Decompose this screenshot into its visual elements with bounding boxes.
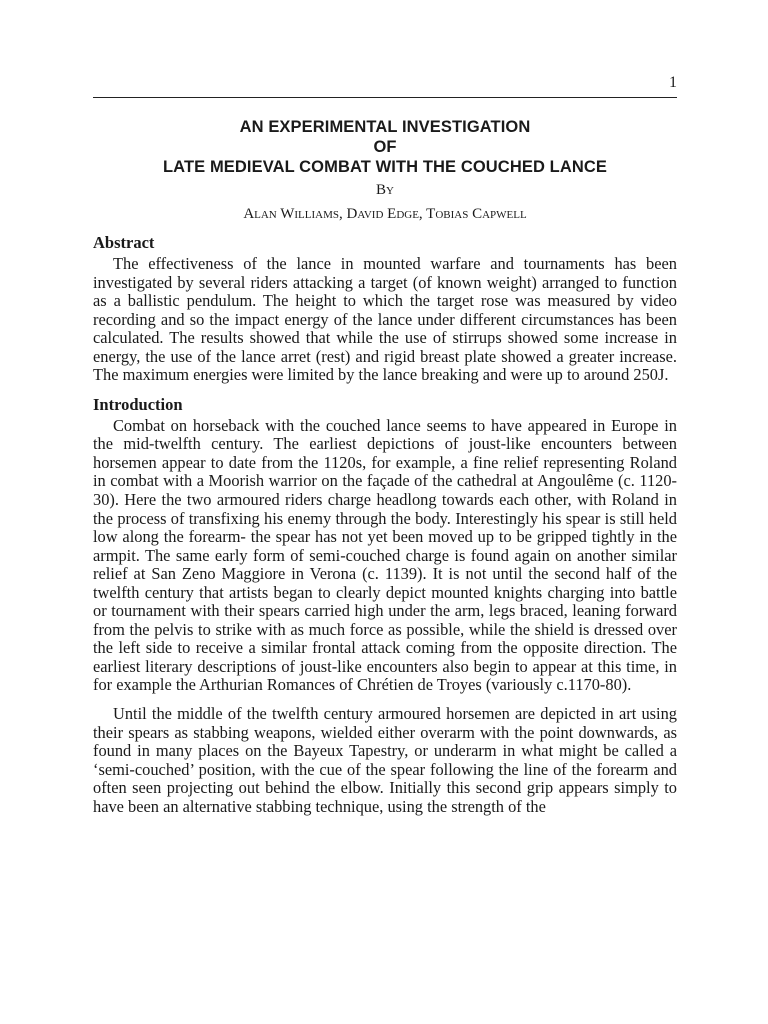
authors-line: Alan Williams, David Edge, Tobias Capwell xyxy=(243,206,527,222)
abstract-paragraph: The effectiveness of the lance in mounted warfare and tournaments has been investigated by several riders attacking a target (of known weight) arranged to function as a ballistic pendulum. The height to which the target rose was measured by video recording and so the impact energy of the lance under different circumstances has been calculated. The results showed that while the use of stirrups showed some increase in energy, the use of the lance arret (rest) and rigid breast plate showed a greater increase. The maximum energies were limited by the lance breaking and were up to around 250J. xyxy=(93,254,677,385)
title-line-2: OF xyxy=(373,138,397,156)
body-text xyxy=(93,233,677,816)
section-gap xyxy=(93,385,677,395)
introduction-heading: Introduction xyxy=(93,394,183,414)
title-block xyxy=(93,117,677,223)
title-line-3: LATE MEDIEVAL COMBAT WITH THE COUCHED LANCE xyxy=(163,158,607,176)
header-rule xyxy=(93,97,677,98)
page-number: 1 xyxy=(669,74,677,91)
title-line-1: AN EXPERIMENTAL INVESTIGATION xyxy=(239,118,531,136)
introduction-paragraph-1: Combat on horseback with the couched lance seems to have appeared in Europe in the mid-twelfth century. The earliest depictions of joust-like encounters between horsemen appear to date from the 1120s, for example, a fine relief representing Roland in combat with a Moorish warrior on the façade of the cathedral at Angoulême (c. 1120-30). Here the two armoured riders charge headlong towards each other, with Roland in the process of transfixing his enemy through the body. Interestingly his spear is still held low along the forearm- the spear has not yet been moved up to be gripped tightly in the armpit. The same early form of semi-couched charge is found again on another similar relief at San Zeno Maggiore in Verona (c. 1139). It is not until the second half of the twelfth century that artists began to clearly depict mounted knights charging into battle or tournament with their spears carried high under the arm, legs braced, leaning forward from the pelvis to strike with as much force as possible, while the shield is dressed over the left side to receive a similar frontal attack coming from the opposite direction. The earliest literary descriptions of joust-like encounters also begin to appear at this time, in for example the Arthurian Romances of Chrétien de Troyes (variously c.1170-80). xyxy=(93,415,677,695)
abstract-heading: Abstract xyxy=(93,233,155,252)
introduction-paragraph-2: Until the middle of the twelfth century armoured horsemen are depicted in art using their spears as stabbing weapons, wielded either overarm with the point downwards, as found in many places on the Bayeux Tapestry, or underarm in what might be called a ‘semi-couched’ position, with the cue of the spear following the line of the forearm and often seen projecting out behind the elbow. Initially this second grip appears simply to have been an alternative stabbing technique, using the strength of the xyxy=(93,704,677,816)
by-line: By xyxy=(376,182,394,198)
